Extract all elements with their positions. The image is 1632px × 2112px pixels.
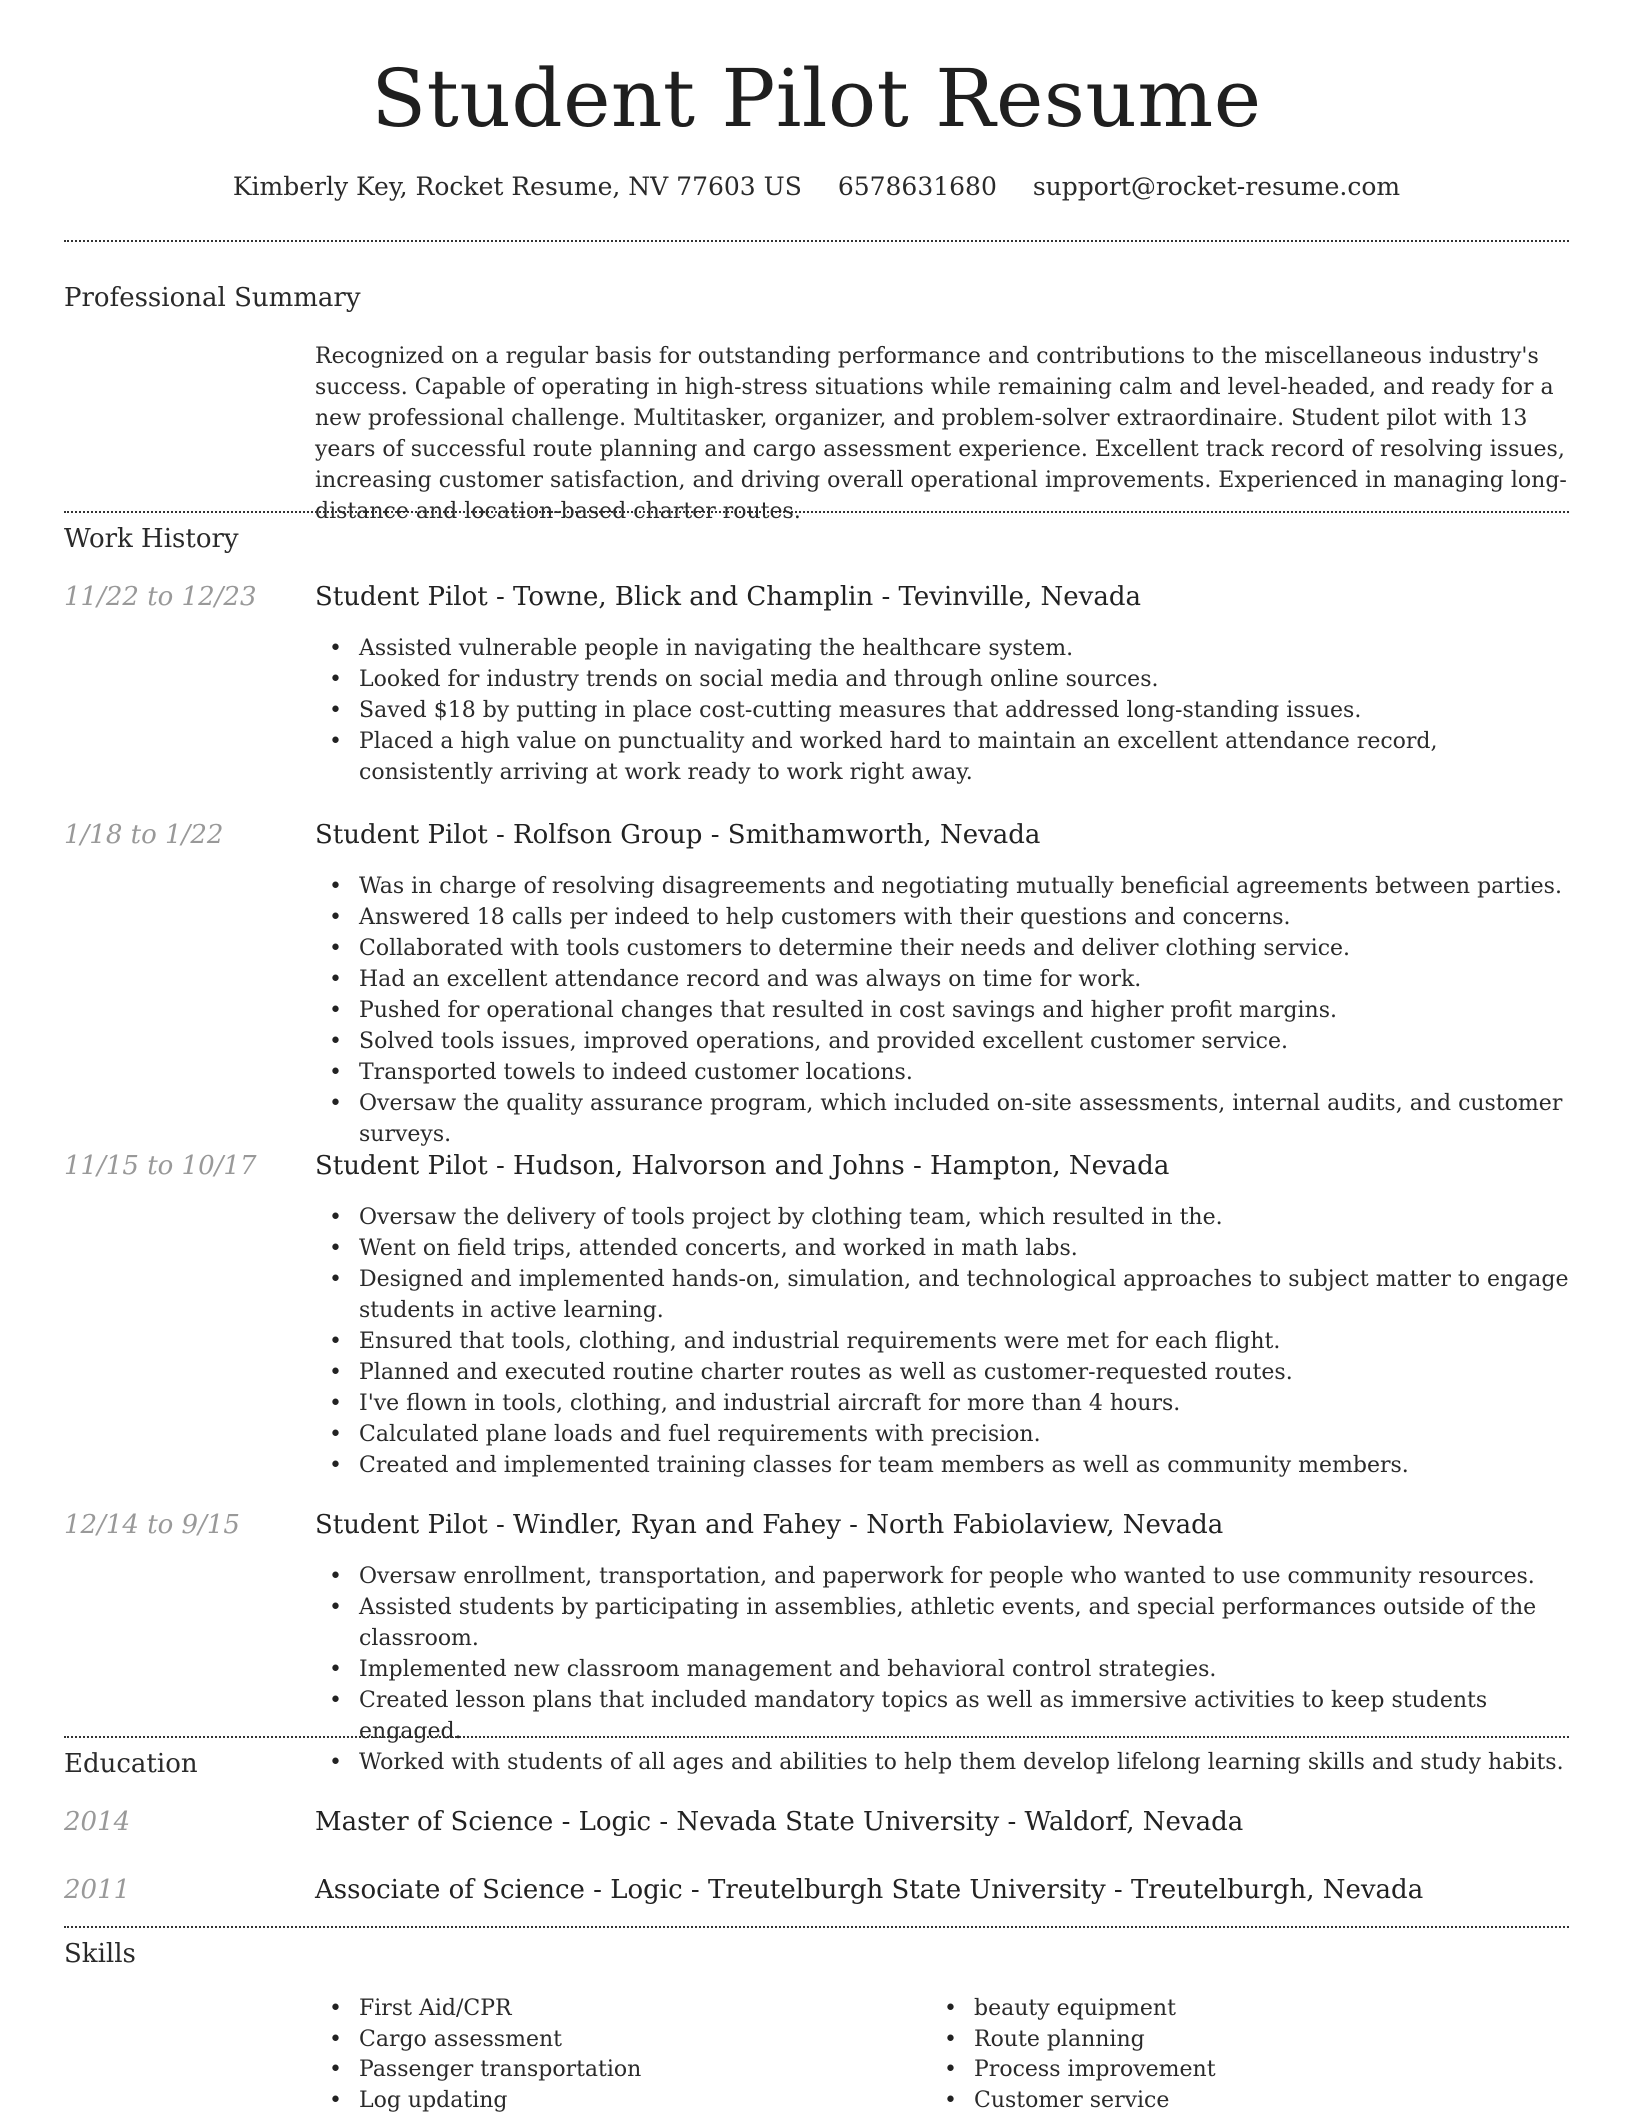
job-bullet: • Ensured that tools, clothing, and industrial requirements were met for each flight.: [315, 1326, 1569, 1357]
job-bullet-list: [315, 1561, 1569, 1778]
skills-list-right: [930, 1994, 1216, 2112]
divider: [64, 1736, 1569, 1738]
job-bullet: • Oversaw the quality assurance program, which included on-site assessments, internal audits, and customer surveys.: [315, 1088, 1569, 1150]
education-heading: Education: [64, 1749, 198, 1779]
summary-text: Recognized on a regular basis for outstanding performance and contributions to the miscellaneous industry's success. Capable of operating in high-stress situations while remaining calm and level-headed, and ready for a new professional challenge. Multitasker, organizer, and problem-solver extraordinaire. Student pilot with 13 years of successful route planning and cargo assessment experience. Excellent track record of resolving issues, increasing customer satisfaction, and driving overall operational improvements. Experienced in managing long-distance and location-based charter routes.: [315, 344, 1567, 524]
skill-item: • First Aid/CPR: [315, 1994, 641, 2025]
job-dates: 11/15 to 10/17: [64, 1151, 257, 1181]
job-bullet: • Placed a high value on punctuality and worked hard to maintain an excellent attendance record, consistently arriving at work ready to work right away.: [315, 726, 1569, 788]
job-bullet: • Collaborated with tools customers to determine their needs and deliver clothing service.: [315, 933, 1569, 964]
education-year: 2011: [64, 1875, 131, 1905]
job-dates: 1/18 to 1/22: [64, 820, 224, 850]
page-title: Student Pilot Resume: [371, 52, 1262, 145]
skill-item: • Log updating: [315, 2086, 641, 2112]
skill-item: • Customer service: [930, 2086, 1216, 2112]
job-bullet: • Solved tools issues, improved operations, and provided excellent customer service.: [315, 1026, 1569, 1057]
job-bullet: • Calculated plane loads and fuel requirements with precision.: [315, 1419, 1569, 1450]
job-bullet: • Saved $18 by putting in place cost-cutting measures that addressed long-standing issues.: [315, 695, 1569, 726]
skill-item: • Route planning: [930, 2025, 1216, 2056]
contact-address: Kimberly Key, Rocket Resume, NV 77603 US: [232, 172, 802, 201]
job-bullet: • Worked with students of all ages and abilities to help them develop lifelong learning skills and study habits.: [315, 1747, 1569, 1778]
skill-item: • Process improvement: [930, 2055, 1216, 2086]
skill-item: • Cargo assessment: [315, 2025, 641, 2056]
job-bullet: • Looked for industry trends on social media and through online sources.: [315, 664, 1569, 695]
education-title: Associate of Science - Logic - Treutelburgh State University - Treutelburgh, Nevada: [315, 1875, 1424, 1905]
job-bullet: • Was in charge of resolving disagreements and negotiating mutually beneficial agreements between parties.: [315, 871, 1569, 902]
job-bullet-list: [315, 1202, 1569, 1481]
job-bullet: • Assisted students by participating in assemblies, athletic events, and special performances outside of the classroom.: [315, 1592, 1569, 1654]
work-history-heading: Work History: [64, 524, 239, 554]
skill-item: • beauty equipment: [930, 1994, 1216, 2025]
job-bullet: • Designed and implemented hands-on, simulation, and technological approaches to subject matter to engage students in active learning.: [315, 1264, 1569, 1326]
skills-heading: Skills: [64, 1939, 136, 1969]
job-bullet: • Went on field trips, attended concerts, and worked in math labs.: [315, 1233, 1569, 1264]
divider: [64, 240, 1569, 242]
job-title: Student Pilot - Rolfson Group - Smithamworth, Nevada: [315, 820, 1041, 850]
job-bullet: • Implemented new classroom management and behavioral control strategies.: [315, 1654, 1569, 1685]
job-dates: 12/14 to 9/15: [64, 1510, 240, 1540]
divider: [64, 511, 1569, 513]
job-bullet: • Created lesson plans that included mandatory topics as well as immersive activities to keep students engaged.: [315, 1685, 1569, 1747]
contact-email: support@rocket-resume.com: [1032, 172, 1401, 201]
job-bullet: • Pushed for operational changes that resulted in cost savings and higher profit margins.: [315, 995, 1569, 1026]
job-bullet: • Assisted vulnerable people in navigating the healthcare system.: [315, 633, 1569, 664]
job-bullet: • Transported towels to indeed customer locations.: [315, 1057, 1569, 1088]
job-title: Student Pilot - Hudson, Halvorson and Johns - Hampton, Nevada: [315, 1151, 1170, 1181]
education-title: Master of Science - Logic - Nevada State University - Waldorf, Nevada: [315, 1807, 1244, 1837]
summary-heading: Professional Summary: [64, 283, 361, 313]
job-title: Student Pilot - Towne, Blick and Champlin - Tevinville, Nevada: [315, 582, 1142, 612]
job-bullet: • Had an excellent attendance record and was always on time for work.: [315, 964, 1569, 995]
divider: [64, 1926, 1569, 1928]
job-bullet: • Answered 18 calls per indeed to help customers with their questions and concerns.: [315, 902, 1569, 933]
job-bullet: • Created and implemented training classes for team members as well as community members.: [315, 1450, 1569, 1481]
job-bullet-list: [315, 871, 1569, 1150]
education-year: 2014: [64, 1807, 131, 1837]
job-bullet-list: [315, 633, 1569, 788]
job-dates: 11/22 to 12/23: [64, 582, 257, 612]
job-bullet: • Oversaw enrollment, transportation, and paperwork for people who wanted to use community resources.: [315, 1561, 1569, 1592]
contact-phone: 6578631680: [837, 172, 997, 201]
skill-item: • Passenger transportation: [315, 2055, 641, 2086]
job-bullet: • Planned and executed routine charter routes as well as customer-requested routes.: [315, 1357, 1569, 1388]
contact-line: [64, 172, 1569, 201]
job-bullet: • I've flown in tools, clothing, and industrial aircraft for more than 4 hours.: [315, 1388, 1569, 1419]
skills-list-left: [315, 1994, 641, 2112]
job-title: Student Pilot - Windler, Ryan and Fahey - North Fabiolaview, Nevada: [315, 1510, 1224, 1540]
job-bullet: • Oversaw the delivery of tools project by clothing team, which resulted in the.: [315, 1202, 1569, 1233]
